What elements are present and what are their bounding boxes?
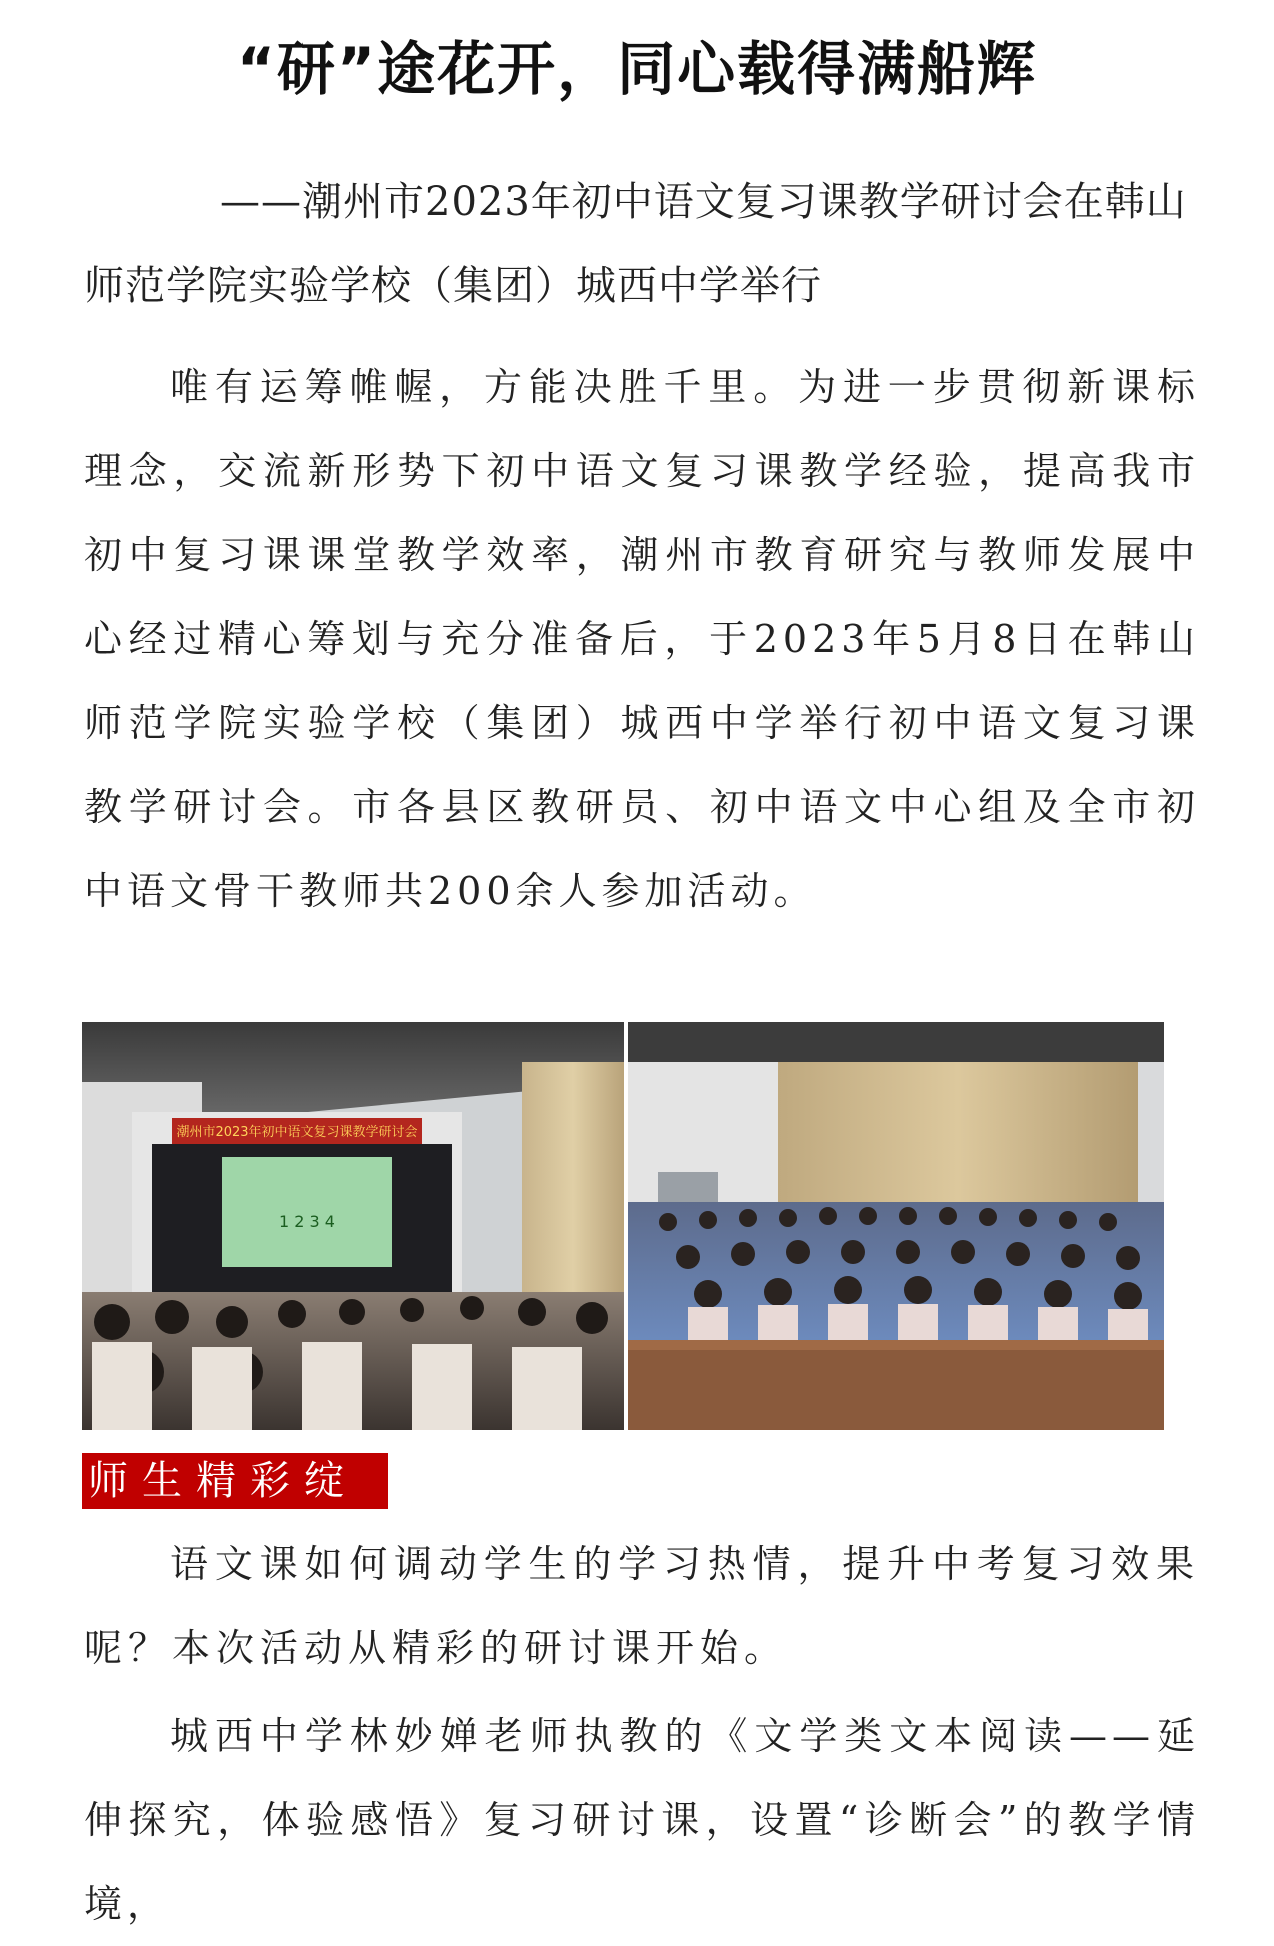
photo-lecture-hall-audience	[628, 1022, 1164, 1430]
article-subtitle: ——潮州市2023年初中语文复习课教学研讨会在韩山师范学院实验学校（集团）城西中学举行	[84, 179, 1187, 309]
section-heading: 师生精彩绽放	[82, 1453, 388, 1509]
body-paragraph: 语文课如何调动学生的学习热情，提升中考复习效果呢？本次活动从精彩的研讨课开始。	[84, 1542, 1200, 1670]
article-title: “研”途花开，同心载得满船辉	[236, 35, 1038, 103]
intro-paragraph: 唯有运筹帷幄，方能决胜千里。为进一步贯彻新课标理念，交流新形势下初中语文复习课教学经验，提高我市初中复习课课堂教学效率，潮州市教育研究与教师发展中心经过精心筹划与充分准备后，于2023年5月8日在韩山师范学院实验学校（集团）城西中学举行初中语文复习课教学研讨会。市各县区教研员、初中语文中心组及全市初中语文骨干教师共200余人参加活动。	[84, 365, 1200, 913]
photo-row	[82, 1022, 1164, 1430]
photo-lecture-hall-front	[82, 1022, 624, 1430]
body-paragraph: 城西中学林妙婵老师执教的《文学类文本阅读——延伸探究，体验感悟》复习研讨课，设置“诊断会”的教学情境，	[84, 1714, 1200, 1926]
banner-text: 潮州市2023年初中语文复习课教学研讨会	[176, 1125, 418, 1140]
screen-text: 1 2 3 4	[279, 1212, 335, 1231]
